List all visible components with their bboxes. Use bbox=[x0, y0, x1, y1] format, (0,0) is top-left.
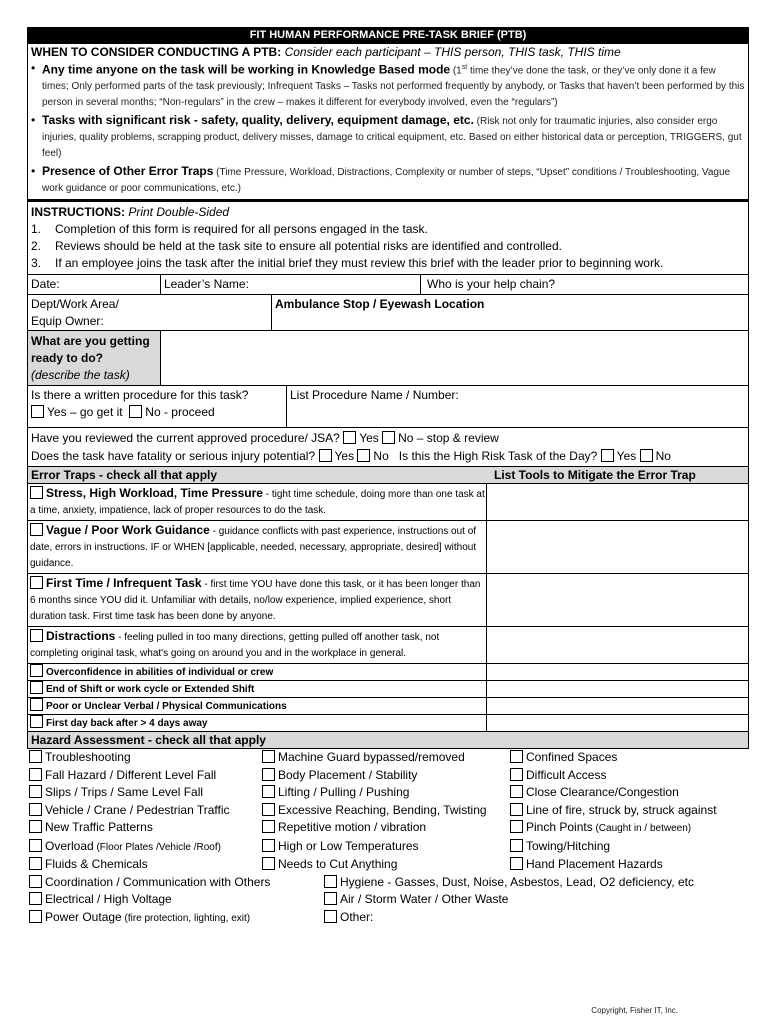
other-hazard-checkbox[interactable] bbox=[324, 910, 337, 923]
when-subtitle: Consider each participant – THIS person, THIS task, THIS time bbox=[284, 45, 621, 59]
error-trap-stress: Stress, High Workload, Time Pressure - tight time schedule, doing more than one task at a time, anxiety, impatience, lack of proper resources to do the task. bbox=[28, 484, 748, 521]
procedure-row bbox=[27, 386, 749, 428]
stress-mitigation-input[interactable] bbox=[486, 484, 748, 520]
stress-checkbox[interactable] bbox=[30, 486, 43, 499]
hazard-row: Slips / Trips / Same Level Fall Lifting / Pulling / Pushing Close Clearance/Congestion bbox=[27, 784, 749, 802]
reviewed-no-checkbox[interactable] bbox=[382, 431, 395, 444]
fatality-question: Does the task have fatality or serious injury potential? Yes No Is this the High Risk Task of the Day? Yes No bbox=[31, 449, 671, 464]
dept-row bbox=[27, 295, 749, 331]
vague-mitigation-input[interactable] bbox=[486, 521, 748, 573]
bullet-dot-icon: • bbox=[31, 164, 36, 179]
hazard-row: Fall Hazard / Different Level Fall Body Placement / Stability Difficult Access bbox=[27, 767, 749, 785]
help-chain-field[interactable]: Who is your help chain? bbox=[420, 275, 748, 294]
hazard-checkbox[interactable] bbox=[262, 857, 275, 870]
questions-section bbox=[27, 428, 749, 467]
ambulance-field[interactable]: Ambulance Stop / Eyewash Location bbox=[271, 295, 748, 330]
first-day-back-checkbox[interactable] bbox=[30, 715, 43, 728]
hazard-checkbox[interactable] bbox=[29, 803, 42, 816]
instruction-item: 1. Completion of this form is required for all persons engaged in the task. bbox=[31, 222, 428, 237]
reviewed-yes-checkbox[interactable] bbox=[343, 431, 356, 444]
bullet-dot-icon: • bbox=[31, 61, 36, 75]
reviewed-question: Have you reviewed the current approved procedure/ JSA? Yes No – stop & review bbox=[31, 431, 499, 446]
overconfidence-checkbox[interactable] bbox=[30, 664, 43, 677]
fatality-yes-checkbox[interactable] bbox=[319, 449, 332, 462]
copyright-notice: Copyright, Fisher IT, Inc. bbox=[591, 1006, 678, 1015]
error-trap-overconfidence: Overconfidence in abilities of individual or crew bbox=[28, 664, 748, 681]
error-trap-vague: Vague / Poor Work Guidance - guidance conflicts with past experience, instructions out of date, errors in instructions. IF or WHEN [applicable, needed, necessary, appropriate, desired] without guidance. bbox=[28, 521, 748, 574]
dept-field[interactable]: Dept/Work Area/ Equip Owner: bbox=[31, 297, 119, 329]
hazard-checkbox[interactable] bbox=[29, 875, 42, 888]
hazard-checkbox[interactable] bbox=[29, 857, 42, 870]
hazard-checkbox[interactable] bbox=[262, 820, 275, 833]
bullet-dot-icon: • bbox=[31, 113, 36, 128]
hazard-checkbox[interactable] bbox=[262, 768, 275, 781]
hazard-checkbox[interactable] bbox=[262, 750, 275, 763]
error-traps-header: Error Traps - check all that apply List Tools to Mitigate the Error Trap bbox=[27, 467, 749, 484]
hazard-checkbox[interactable] bbox=[29, 839, 42, 852]
hazard-row: New Traffic Patterns Repetitive motion / vibration Pinch Points (Caught in / between) bbox=[27, 819, 749, 838]
hazard-checkbox[interactable] bbox=[29, 820, 42, 833]
yes-go-checkbox[interactable] bbox=[31, 405, 44, 418]
hazard-row: Troubleshooting Machine Guard bypassed/removed Confined Spaces bbox=[27, 749, 749, 767]
high-risk-no-checkbox[interactable] bbox=[640, 449, 653, 462]
date-field[interactable]: Date: bbox=[31, 277, 60, 292]
error-trap-end-of-shift: End of Shift or work cycle or Extended Shift bbox=[28, 681, 748, 698]
communications-checkbox[interactable] bbox=[30, 698, 43, 711]
hazard-checkbox[interactable] bbox=[324, 875, 337, 888]
hazard-checkbox[interactable] bbox=[29, 768, 42, 781]
hazard-checkbox[interactable] bbox=[510, 803, 523, 816]
end-of-shift-checkbox[interactable] bbox=[30, 681, 43, 694]
hazard-checkbox[interactable] bbox=[262, 785, 275, 798]
instructions-note: Print Double-Sided bbox=[128, 205, 230, 220]
hazard-checkbox[interactable] bbox=[510, 768, 523, 781]
when-bullet-2: • Tasks with significant risk - safety, quality, delivery, equipment damage, etc. (Risk not only for traumatic injuries, also consider ergo injuries, quality problems, scrapping product, delivery misses, damage to critical equipment, etc. Based on either historical data or perception, TRIGGERS, gut feel) bbox=[31, 112, 745, 162]
when-title bbox=[31, 45, 745, 59]
task-description-row bbox=[27, 331, 749, 386]
fatality-no-checkbox[interactable] bbox=[357, 449, 370, 462]
hazard-checkbox[interactable] bbox=[29, 750, 42, 763]
when-bullet-3: • Presence of Other Error Traps (Time Pressure, Workload, Distractions, Complexity or number of steps, “Upset” conditions / Troubleshooting, Vague work guidance or poor communications, etc.) bbox=[31, 163, 745, 197]
distractions-mitigation-input[interactable] bbox=[486, 627, 748, 663]
instruction-item: 2. Reviews should be held at the task site to ensure all potential risks are identified and controlled. bbox=[31, 239, 562, 254]
hazard-header: Hazard Assessment - check all that apply bbox=[27, 732, 749, 749]
first-time-checkbox[interactable] bbox=[30, 576, 43, 589]
hazard-row: Electrical / High Voltage Air / Storm Water / Other Waste bbox=[27, 891, 749, 909]
vague-checkbox[interactable] bbox=[30, 523, 43, 536]
leader-name-field[interactable]: Leader’s Name: bbox=[160, 275, 420, 294]
hazard-row: Overload (Floor Plates /Vehicle /Roof) High or Low Temperatures Towing/Hitching bbox=[27, 838, 749, 857]
high-risk-yes-checkbox[interactable] bbox=[601, 449, 614, 462]
when-label: WHEN TO CONSIDER CONDUCTING A PTB: bbox=[31, 45, 282, 59]
task-description-input[interactable] bbox=[160, 331, 748, 385]
hazard-checkbox[interactable] bbox=[29, 892, 42, 905]
hazard-checkbox[interactable] bbox=[510, 750, 523, 763]
hazard-row: Power Outage (fire protection, lighting, exit) Other: bbox=[27, 909, 749, 928]
hazard-checkbox[interactable] bbox=[29, 910, 42, 923]
hazard-checkbox[interactable] bbox=[510, 857, 523, 870]
distractions-checkbox[interactable] bbox=[30, 629, 43, 642]
hazard-checkbox[interactable] bbox=[29, 785, 42, 798]
hazard-checkbox[interactable] bbox=[262, 839, 275, 852]
when-bullet-1: • Any time anyone on the task will be working in Knowledge Based mode (1st time they’ve done the task, or they’ve only done it a few times; Only performed parts of the task previously; Infrequent Tasks – Tasks not performed frequently by anybody, or Tasks that haven’t been performed by this person in several months; “Non-regulars” in the crew – makes it different for everybody involved, even the “regulars”) bbox=[31, 60, 745, 111]
hazard-checkbox[interactable] bbox=[510, 785, 523, 798]
error-trap-first-day-back: First day back after > 4 days away bbox=[28, 715, 748, 732]
no-proceed-checkbox[interactable] bbox=[129, 405, 142, 418]
hazard-row: Fluids & Chemicals Needs to Cut Anything Hand Placement Hazards bbox=[27, 856, 749, 874]
instructions-label: INSTRUCTIONS: bbox=[31, 205, 125, 220]
header-fields-row bbox=[27, 275, 749, 295]
hazard-checkbox[interactable] bbox=[262, 803, 275, 816]
form-title: FIT HUMAN PERFORMANCE PRE-TASK BRIEF (PTB) bbox=[27, 27, 749, 44]
instructions-section bbox=[27, 202, 749, 275]
first-time-mitigation-input[interactable] bbox=[486, 574, 748, 626]
instruction-item: 3. If an employee joins the task after the initial brief they must review this brief with the leader prior to beginning work. bbox=[31, 256, 664, 271]
hazard-row: Vehicle / Crane / Pedestrian Traffic Excessive Reaching, Bending, Twisting Line of fire, struck by, struck against bbox=[27, 802, 749, 820]
error-trap-first-time: First Time / Infrequent Task - first time YOU have done this task, or it has been longer than 6 months since YOU did it. Unfamiliar with details, no/low experience, implied experience, short duration task. First time task has been done by anyone. bbox=[28, 574, 748, 627]
hazard-row: Coordination / Communication with Others Hygiene - Gasses, Dust, Noise, Asbestos, Lead, O2 deficiency, etc bbox=[27, 874, 749, 892]
procedure-name-field[interactable]: List Procedure Name / Number: bbox=[286, 386, 748, 427]
error-trap-communications: Poor or Unclear Verbal / Physical Communications bbox=[28, 698, 748, 715]
when-section bbox=[27, 44, 749, 202]
hazard-checkbox[interactable] bbox=[510, 820, 523, 833]
hazard-checkbox[interactable] bbox=[510, 839, 523, 852]
task-description-label: What are you getting ready to do? (describe the task) bbox=[28, 331, 160, 385]
written-procedure-field: Is there a written procedure for this task? Yes – go get it No - proceed bbox=[31, 388, 249, 420]
error-trap-distractions: Distractions - feeling pulled in too many directions, getting pulled off another task, not completing original task, what's going on around you and in the workplace in general. bbox=[28, 627, 748, 664]
hazard-grid bbox=[27, 749, 749, 927]
hazard-checkbox[interactable] bbox=[324, 892, 337, 905]
ptb-form bbox=[27, 27, 749, 927]
